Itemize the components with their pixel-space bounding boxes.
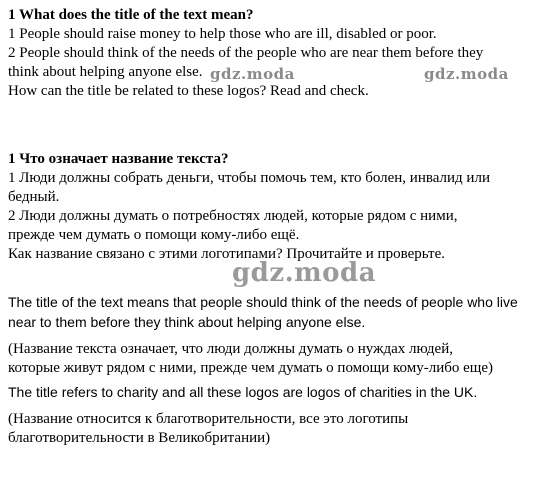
- english-task: [8, 6, 528, 101]
- answer-p3-block: [8, 382, 528, 402]
- task-heading: 1 What does the title of the text mean?: [8, 7, 254, 23]
- option-2-line-1: 2 People should think of the needs of the people who are near them before they: [8, 45, 484, 61]
- option-1: 1 People should raise money to help those who are ill, disabled or poor.: [8, 26, 437, 42]
- answer-p2-line-1: (Название текста означает, что люди должны думать о нуждах людей,: [8, 341, 453, 357]
- russian-task: [8, 150, 528, 264]
- task-question-ru: Как название связано с этими логотипами? Прочитайте и проверьте.: [8, 246, 445, 262]
- answer-translation-2: [8, 410, 528, 448]
- answer-p3: The title refers to charity and all these logos are logos of charities in the UK.: [8, 384, 478, 400]
- option-2-line-2: think about helping anyone else.: [8, 64, 203, 80]
- watermark-inline: gdz.moda: [210, 65, 295, 83]
- answer-block: [8, 292, 528, 332]
- option-1-ru-line-2: бедный.: [8, 189, 60, 205]
- answer-translation-1: [8, 340, 528, 378]
- answer-p4-line-2: благотворительности в Великобритании): [8, 430, 271, 446]
- watermark-center: gdz.moda: [232, 258, 377, 288]
- answer-p2-line-2: которые живут рядом с ними, прежде чем думать о помощи кому-либо еще): [8, 360, 493, 376]
- task-heading-ru: 1 Что означает название текста?: [8, 151, 229, 167]
- watermark-right: gdz.moda: [424, 65, 509, 83]
- task-question: How can the title be related to these logos? Read and check.: [8, 83, 369, 99]
- answer-p1-line-1: The title of the text means that people should think of the needs of people who live: [8, 294, 518, 310]
- option-2-ru-line-2: прежде чем думать о помощи кому-либо ещё.: [8, 227, 300, 243]
- answer-p1-line-2: near to them before they think about helping anyone else.: [8, 314, 366, 330]
- option-1-ru-line-1: 1 Люди должны собрать деньги, чтобы помочь тем, кто болен, инвалид или: [8, 170, 490, 186]
- answer-p4-line-1: (Название относится к благотворительности, все это логотипы: [8, 411, 409, 427]
- option-2-ru-line-1: 2 Люди должны думать о потребностях людей, которые рядом с ними,: [8, 208, 458, 224]
